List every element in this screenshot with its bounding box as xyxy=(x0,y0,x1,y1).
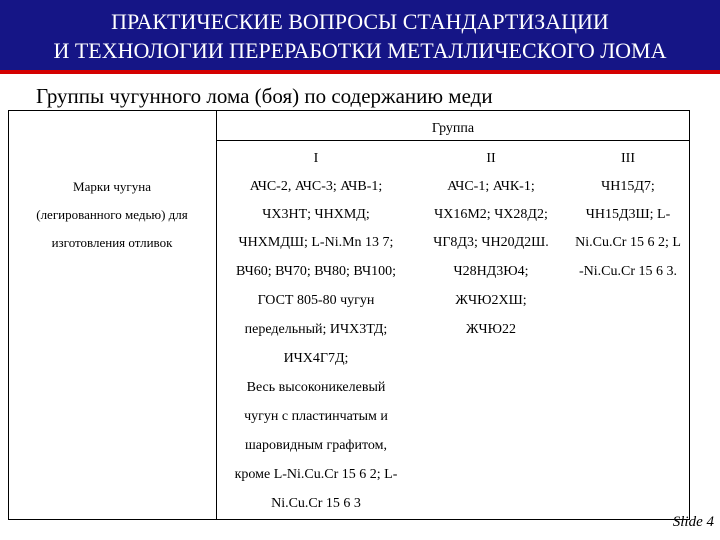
col2-line-2: ЧХ16М2; ЧХ28Д2; xyxy=(434,207,548,222)
col1-line-9: чугун с пластинчатым и xyxy=(244,409,388,424)
column-header-1: I xyxy=(313,151,319,166)
row-label-line-3: изготовления отливок xyxy=(51,235,173,250)
row-label-line-2: (легированного медью) для xyxy=(36,207,188,222)
group-header: Группа xyxy=(431,121,475,136)
row-label-line-1: Марки чугуна xyxy=(73,179,151,194)
col1-line-10: шаровидным графитом, xyxy=(244,438,388,453)
header-title-line-1: ПРАКТИЧЕСКИЕ ВОПРОСЫ СТАНДАРТИЗАЦИИ xyxy=(111,9,609,34)
table-divider-left xyxy=(216,110,217,520)
col2-line-4: Ч28НД3Ю4; xyxy=(453,264,529,279)
col1-line-12: Ni.Cu.Cr 15 6 3 xyxy=(271,496,361,511)
col2-line-6: ЖЧЮ22 xyxy=(465,322,517,337)
slide-header xyxy=(0,0,720,74)
slide-number: Slide 4 xyxy=(672,514,714,530)
col1-line-4: ВЧ60; ВЧ70; ВЧ80; ВЧ100; xyxy=(235,264,396,279)
col1-line-1: АЧС-2, АЧС-3; АЧВ-1; xyxy=(249,179,383,194)
col1-line-3: ЧНХМДШ; L-Ni.Mn 13 7; xyxy=(238,235,394,250)
table-frame xyxy=(8,110,690,520)
col1-line-7: ИЧХ4Г7Д; xyxy=(283,351,349,366)
col1-line-5: ГОСТ 805-80 чугун xyxy=(257,293,375,308)
col2-line-3: ЧГ8Д3; ЧН20Д2Ш. xyxy=(433,235,549,250)
col3-line-2: ЧН15Д3Ш; L- xyxy=(585,207,671,222)
col3-line-1: ЧН15Д7; xyxy=(601,179,655,194)
col1-line-6: передельный; ИЧХ3ТД; xyxy=(244,322,388,337)
col3-line-3: Ni.Cu.Cr 15 6 2; L xyxy=(575,235,681,250)
col2-line-1: АЧС-1; АЧК-1; xyxy=(447,179,535,194)
col1-line-11: кроме L-Ni.Cu.Cr 15 6 2; L- xyxy=(234,467,398,482)
table-divider-header xyxy=(216,140,690,141)
column-header-3: III xyxy=(621,151,635,166)
column-header-2: II xyxy=(486,151,496,166)
col1-line-8: Весь высоконикелевый xyxy=(246,380,386,395)
col2-line-5: ЖЧЮ2ХШ; xyxy=(455,293,527,308)
header-title-line-2: И ТЕХНОЛОГИИ ПЕРЕРАБОТКИ МЕТАЛЛИЧЕСКОГО ЛОМА xyxy=(53,38,667,63)
col3-line-4: -Ni.Cu.Cr 15 6 3. xyxy=(579,264,677,279)
slide-subtitle: Группы чугунного лома (боя) по содержанию меди xyxy=(36,84,493,108)
col1-line-2: ЧХ3НТ; ЧНХМД; xyxy=(262,207,370,222)
